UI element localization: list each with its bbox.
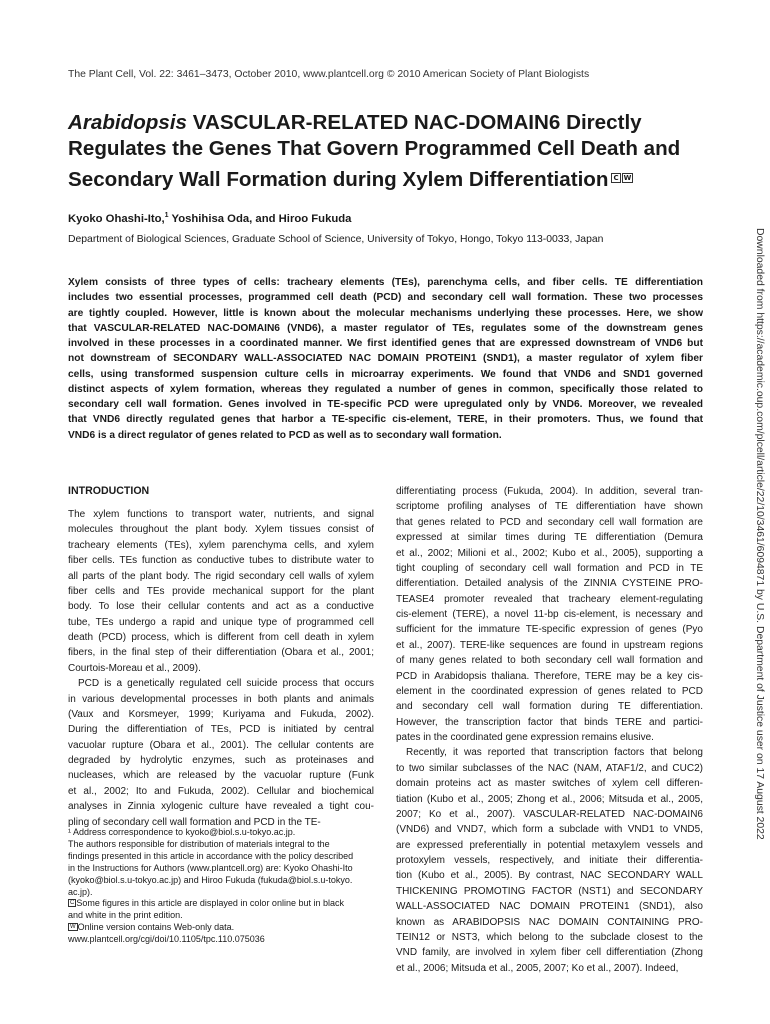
footnote-line: and white in the print edition.	[68, 910, 183, 921]
body-text-line: Courtois-Moreau et al., 2009).	[68, 662, 201, 674]
body-text-line: TEASE4 promoter revealed that tracheary element-regulating	[396, 593, 703, 605]
abstract-line: cells, using transformed suspension culture cells in microarray experiments. We found that VND6 and SND1 governed	[68, 368, 703, 380]
body-text-line: tion (Kubo et al., 2005). By contrast, NAC SECONDARY WALL	[396, 870, 703, 882]
body-text-line: PCD in Arabidopsis thaliana. Therefore, TERE may be a key cis-	[396, 670, 703, 682]
footnote-line: in the Instructions for Authors (www.plantcell.org) are: Kyoko Ohashi-Ito	[68, 862, 353, 873]
web-only-badge-icon: W	[623, 174, 632, 182]
body-text-line: (VND6) and VND7, which form a subclade with VND1 to VND5,	[396, 824, 703, 836]
body-text-line: However, the transcription factor that binds TERE and partici-	[396, 716, 703, 728]
footnote-doi-link[interactable]: www.plantcell.org/cgi/doi/10.1105/tpc.110.075036	[68, 934, 265, 945]
body-text-line: nucleases, which are released by the vacuolar rupture (Funk	[68, 770, 374, 782]
affiliation: Department of Biological Sciences, Graduate School of Science, University of Tokyo, Hongo, Tokyo 113-0033, Japan	[68, 234, 604, 245]
color-figure-badge-icon: C	[70, 900, 75, 907]
footnote-color-line	[68, 898, 378, 910]
body-text-line: During the differentiation of TEs, PCD is initiated by central	[68, 724, 374, 736]
body-text-line: fiber cells. TEs function as conductive tubes to distribute water to	[68, 555, 374, 567]
body-text-line: element in the coordinated expression of genes related to PCD	[396, 685, 703, 697]
footnote-line: ¹ Address correspondence to kyoko@biol.s.u-tokyo.ac.jp.	[68, 827, 296, 837]
body-text-line: death (PCD) process, which is different from cell death in xylem	[68, 632, 374, 643]
body-text-line: WALL-ASSOCIATED NAC DOMAIN PROTEIN1 (SND1), also	[396, 901, 703, 913]
body-text-line: of many genes related to both secondary cell wall formation and	[396, 655, 703, 667]
body-text-line: et al., 2006; Mitsuda et al., 2005, 2007; Ko et al., 2007). Indeed,	[396, 962, 679, 974]
title-line-1	[68, 110, 728, 136]
body-text-line: sufficient for the immature TE-specific expression of genes (Pyo	[396, 624, 703, 636]
abstract-line: not downstream of SECONDARY WALL-ASSOCIATED NAC DOMAIN PROTEIN1 (SND1), a master regulator of xylem fiber	[68, 353, 703, 365]
body-text-line: tube, TEs undergo a rapid and unique type of programmed cell	[68, 616, 374, 628]
body-text-line: et al., 2002; Ito and Fukuda, 2002). Cellular and biochemical	[68, 785, 374, 797]
body-text-line: (Vaux and Korsmeyer, 1999; Kuriyama and Fukuda, 2002).	[68, 708, 374, 720]
right-column-body	[396, 484, 703, 976]
body-text-line: to two similar subclasses of the NAC (NAM, ATAF1/2, and CUC2)	[396, 762, 703, 774]
footnote-line-text: Online version contains Web-only data.	[77, 922, 235, 933]
abstract-line: distinct aspects of xylem formation, whereas they regulated a number of genes in common, specifically those related to	[68, 383, 703, 395]
download-watermark	[752, 228, 766, 840]
web-only-badge-icon: W	[70, 924, 76, 931]
author-first: Kyoko Ohashi-Ito,	[68, 212, 165, 225]
body-text-line: are expressed preferentially in potential metaxylem vessels and	[396, 839, 703, 851]
body-text-line: protoxylem vessels, respectively, and initiate their differentia-	[396, 855, 703, 866]
body-text-line: scriptome profiling analyses of TE differentiation have shown	[396, 501, 703, 513]
body-text-line: pling of secondary cell wall formation and PCD in the TE-	[68, 816, 321, 828]
abstract-line: VND6 is a direct regulator of genes related to PCD as well as to secondary wall formation.	[68, 429, 502, 441]
footnotes	[68, 827, 378, 946]
body-text-line: expressed at similar times during TE differentiation (Demura	[396, 532, 703, 544]
title-line-3	[68, 161, 728, 193]
title-line-3-text: Secondary Wall Formation during Xylem Differentiation	[68, 168, 609, 191]
left-column-body	[68, 507, 374, 830]
abstract-line: secondary cell wall formation. Genes involved in TE-specific PCD were upregulated only by VND6. Moreover, we revealed	[68, 399, 703, 410]
body-text-line: fiber cells and TEs provide mechanical support for the plant	[68, 585, 374, 597]
abstract-line: involved in these processes in a coordinated manner. We first identified genes that are expressed downstream of VND6 but	[68, 338, 703, 349]
author-rest: Yoshihisa Oda, and Hiroo Fukuda	[168, 212, 352, 225]
body-text-line: TEIN12 or NST3, which belong to the subclade closest to the	[396, 931, 703, 943]
abstract-line: that VND6 directly regulated genes that harbor a TE-specific cis-element, TERE, in their promoters. Thus, we found that	[68, 414, 703, 426]
body-text-line: 2007; Ko et al., 2007). VASCULAR-RELATED NAC-DOMAIN6	[396, 808, 703, 820]
body-text-line: et al., 2002; Milioni et al., 2002; Kubo et al., 2005), supporting a	[396, 547, 703, 559]
title-line-2: Regulates the Genes That Govern Programmed Cell Death and	[68, 136, 681, 160]
body-text-line: all parts of the plant body. The rigid secondary cell walls of xylem	[68, 570, 374, 582]
journal-header: The Plant Cell, Vol. 22: 3461–3473, October 2010, www.plantcell.org © 2010 American Society of Plant Biologists	[68, 69, 590, 80]
author-list	[68, 212, 708, 225]
body-text-line: body. To lose their cellular contents and act as a conductive	[68, 601, 374, 613]
author-footnote-marker: 1	[164, 212, 169, 219]
section-heading-introduction: INTRODUCTION	[68, 485, 150, 497]
body-text-line: fibers, in the final step of their differentiation (Obara et al., 2001;	[68, 647, 374, 659]
footnote-web-line	[68, 922, 378, 934]
body-text-line: pates in the coordinated gene expression remains elusive.	[396, 732, 654, 743]
abstract-line: includes two essential processes, programmed cell death (PCD) and secondary cell wall formation. These two processes	[68, 292, 703, 304]
color-figure-badge-icon: C	[613, 174, 619, 182]
abstract-line: that VASCULAR-RELATED NAC-DOMAIN6 (VND6), a master regulator of TEs, regulates some of the downstream genes	[68, 322, 703, 334]
body-text-line: The xylem functions to transport water, nutrients, and signal	[68, 509, 374, 520]
body-text-line: et al., 2007). TERE-like sequences are found in upstream regions	[396, 639, 703, 651]
body-text-line: tight coupling of secondary cell wall formation and PCD in TE	[396, 562, 703, 574]
body-text-line: analyses in Zinnia xylogenic culture have revealed a tight cou-	[68, 801, 374, 813]
footnote-line: ac.jp).	[68, 886, 93, 897]
body-text-line: tiation (Kubo et al., 2005; Zhong et al., 2006; Mitsuda et al., 2005,	[396, 793, 703, 805]
body-text-line: differentiation. Detailed analysis of the ZINNIA CYSTEINE PRO-	[396, 578, 703, 590]
body-text-line: THICKENING PROMOTING FACTOR (NST1) and SECONDARY	[396, 885, 703, 897]
body-text-line: and secondary cell wall formation during TE differentiation.	[396, 701, 703, 713]
body-text-line: degraded by hydrolytic enzymes, such as proteinases and	[68, 755, 374, 766]
title-italic-word: Arabidopsis	[68, 111, 188, 134]
footnote-line: The authors responsible for distribution of materials integral to the	[68, 838, 330, 849]
article-title	[68, 110, 728, 193]
body-text-line: that genes related to PCD and secondary cell wall formation are	[396, 516, 703, 528]
footnote-line: (kyoko@biol.s.u-tokyo.ac.jp) and Hiroo Fukuda (fukuda@biol.s.u-tokyo.	[68, 874, 353, 885]
footnote-line: findings presented in this article in accordance with the policy described	[68, 850, 354, 861]
title-badges	[611, 161, 634, 187]
body-text-line: molecules throughout the plant body. Xylem tissues consist of	[68, 524, 374, 536]
body-text-line: cis-element (TERE), a novel 11-bp cis-element, is necessary and	[396, 609, 703, 620]
title-line-1-rest: VASCULAR-RELATED NAC-DOMAIN6 Directly	[187, 111, 642, 134]
body-text-line: differentiating process (Fukuda, 2004). In addition, several tran-	[396, 486, 703, 497]
abstract	[68, 275, 703, 443]
body-text-line: PCD is a genetically regulated cell suicide process that occurs	[78, 678, 374, 690]
body-text-line: tracheary elements (TEs), xylem parenchyma cells, and xylem	[68, 539, 374, 551]
body-text-line: VND family, are involved in xylem fiber cell differentiation (Zhong	[396, 947, 703, 959]
abstract-line: Xylem consists of three types of cells: tracheary elements (TEs), parenchyma cells, and fiber cells. TE differentiation	[68, 277, 703, 288]
abstract-line: are tightly coupled. However, little is known about the molecular mechanisms underlying these processes. Here, we show	[68, 307, 703, 319]
body-text-line: vacuolar rupture (Obara et al., 2001). The cellular contents are	[68, 739, 374, 751]
footnote-line-text: Some figures in this article are displayed in color online but in black	[76, 898, 344, 909]
body-text-line: domain proteins act as master switches of xylem cell differen-	[396, 778, 703, 790]
download-watermark-text: Downloaded from https://academic.oup.com/plcell/article/22/10/3461/6094871 by U.S. Department of Justice user on 17 August 2022	[754, 228, 765, 840]
body-text-line: known as ARABIDOPSIS NAC DOMAIN CONTAINING PRO-	[396, 916, 703, 928]
body-text-line: Recently, it was reported that transcription factors that belong	[406, 747, 703, 759]
body-text-line: in various developmental processes in both plants and animals	[68, 693, 374, 705]
